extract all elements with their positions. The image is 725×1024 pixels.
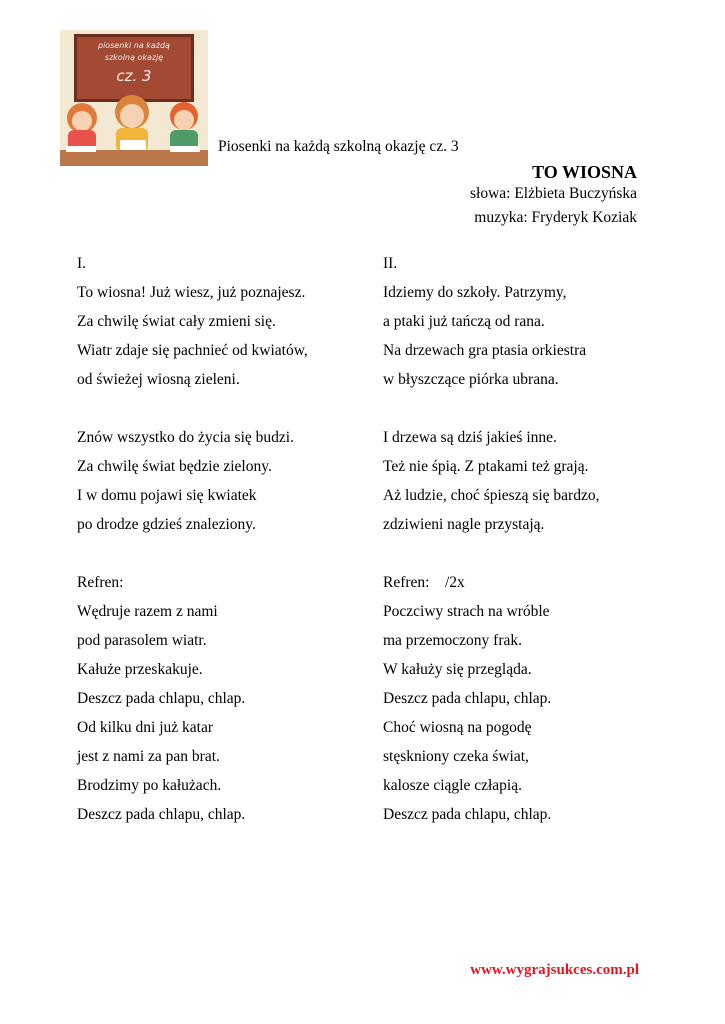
lyric-line: Poczciwy strach na wróble — [383, 603, 550, 620]
lyric-line: Za chwilę świat będzie zielony. — [77, 458, 272, 475]
refrain-label: Refren: — [77, 574, 124, 591]
lyric-line: jest z nami za pan brat. — [77, 748, 220, 765]
lyric-line: Deszcz pada chlapu, chlap. — [383, 690, 552, 707]
refrain — [77, 603, 308, 835]
stanza — [383, 284, 599, 400]
lyric-line: W kałuży się przegląda. — [383, 661, 532, 678]
lyrics-credit: słowa: Elżbieta Buczyńska — [469, 185, 637, 202]
board-text-line3: cz. 3 — [116, 67, 152, 85]
lyric-line: Wiatr zdaje się pachnieć od kwiatów, — [77, 342, 308, 359]
lyric-line: w błyszczące piórka ubrana. — [383, 371, 559, 388]
lyric-line: kalosze ciągle człapią. — [383, 777, 522, 794]
board-text-line2: szkolną okazję — [104, 53, 164, 62]
lyric-line: stęskniony czeka świat, — [383, 748, 529, 765]
stanza — [383, 429, 599, 545]
series-title: Piosenki na każdą szkolną okazję cz. 3 — [218, 138, 459, 155]
verse-column-right — [383, 255, 599, 864]
verse-label: II. — [383, 255, 398, 272]
lyric-line: Za chwilę świat cały zmieni się. — [77, 313, 276, 330]
lyric-line: To wiosna! Już wiesz, już poznajesz. — [77, 284, 306, 301]
cover-illustration — [60, 30, 208, 166]
lyric-line: Kałuże przeskakuje. — [77, 661, 203, 678]
song-title: TO WIOSNA — [532, 162, 637, 182]
lyric-line: Na drzewach gra ptasia orkiestra — [383, 342, 587, 359]
lyric-line: po drodze gdzieś znaleziony. — [77, 516, 256, 533]
lyric-line: Deszcz pada chlapu, chlap. — [77, 806, 246, 823]
board-text-line1: piosenki na każdą — [98, 41, 170, 50]
lyric-line: Choć wiosną na pogodę — [383, 719, 532, 736]
refrain — [383, 603, 599, 835]
lyric-line: Aż ludzie, choć śpieszą się bardzo, — [383, 487, 600, 504]
lyric-line: ma przemoczony frak. — [383, 632, 523, 649]
lyric-line: zdziwieni nagle przystają. — [383, 516, 545, 533]
lyric-line: I drzewa są dziś jakieś inne. — [383, 429, 557, 446]
lyric-line: Brodzimy po kałużach. — [77, 777, 222, 794]
lyric-line: Znów wszystko do życia się budzi. — [77, 429, 294, 446]
music-credit: muzyka: Fryderyk Koziak — [474, 209, 637, 226]
lyric-line: I w domu pojawi się kwiatek — [77, 487, 257, 504]
stanza — [77, 429, 308, 545]
lyric-line: Deszcz pada chlapu, chlap. — [383, 806, 552, 823]
stanza — [77, 284, 308, 400]
website-link[interactable]: www.wygrajsukces.com.pl — [470, 962, 639, 978]
lyric-line: od świeżej wiosną zieleni. — [77, 371, 240, 388]
lyric-line: Deszcz pada chlapu, chlap. — [77, 690, 246, 707]
lyric-line: pod parasolem wiatr. — [77, 632, 207, 649]
lyric-line: Od kilku dni już katar — [77, 719, 214, 736]
children-illustration — [60, 90, 208, 166]
lyric-line: a ptaki już tańczą od rana. — [383, 313, 545, 330]
verse-column-left — [77, 255, 308, 864]
lyric-line: Też nie śpią. Z ptakami też grają. — [383, 458, 589, 475]
verse-label: I. — [77, 255, 87, 272]
lyric-line: Idziemy do szkoły. Patrzymy, — [383, 284, 567, 301]
lyric-line: Wędruje razem z nami — [77, 603, 218, 620]
refrain-label: Refren: /2x — [383, 574, 465, 591]
